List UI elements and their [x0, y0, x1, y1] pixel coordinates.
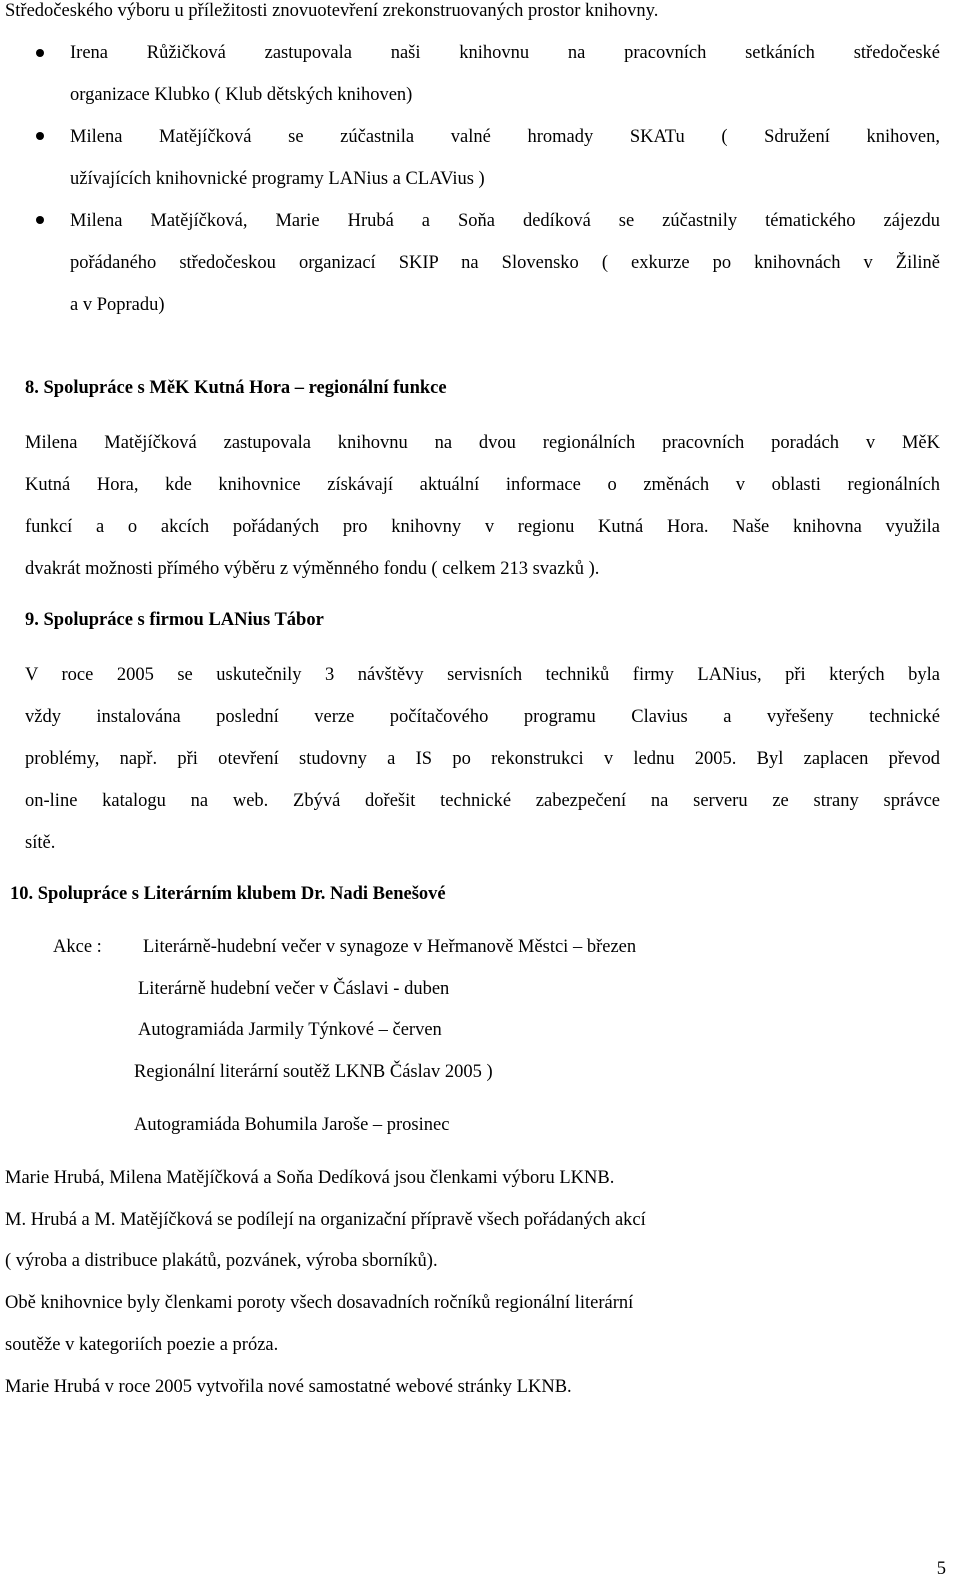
section-8-line-4: dvakrát možnosti přímého výběru z výměnného fondu ( celkem 213 svazků ). — [25, 559, 600, 579]
bullet-3-line-2: pořádaného středočeskou organizací SKIP na Slovensko ( exkurze po knihovnách v Žilině — [70, 253, 940, 273]
bullet-2-line-2: užívajících knihovnické programy LANius a CLAVius ) — [70, 169, 485, 189]
section-10-line-6: Marie Hrubá v roce 2005 vytvořila nové samostatné webové stránky LKNB. — [5, 1377, 572, 1397]
bullet-icon — [36, 216, 44, 224]
section-10-line-1: Marie Hrubá, Milena Matějíčková a Soňa Dedíková jsou členkami výboru LKNB. — [5, 1168, 615, 1188]
bullet-icon — [36, 49, 44, 57]
section-8-line-2: Kutná Hora, kde knihovnice získávají aktuální informace o změnách v oblasti regionálních — [25, 475, 940, 495]
bullet-2-line-1: Milena Matějíčková se zúčastnila valné hromady SKATu ( Sdružení knihoven, — [70, 127, 940, 147]
section-8-line-3: funkcí a o akcích pořádaných pro knihovny v regionu Kutná Hora. Naše knihovna využila — [25, 517, 940, 537]
intro-line: Středočeského výboru u příležitosti znovuotevření zrekonstruovaných prostor knihovny. — [5, 1, 659, 21]
page-number: 5 — [936, 1559, 946, 1579]
bullet-icon — [36, 132, 44, 140]
section-9-line-1: V roce 2005 se uskutečnily 3 návštěvy servisních techniků firmy LANius, při kterých byla — [25, 665, 940, 685]
section-9-line-5: sítě. — [25, 833, 56, 853]
section-8-heading: 8. Spolupráce s MěK Kutná Hora – regionální funkce — [25, 378, 447, 398]
akce-item: Regionální literární soutěž LKNB Čáslav 2005 ) — [134, 1062, 493, 1082]
section-8-line-1: Milena Matějíčková zastupovala knihovnu na dvou regionálních pracovních poradách v MěK — [25, 433, 940, 453]
section-9-line-3: problémy, např. při otevření studovny a IS po rekonstrukci v lednu 2005. Byl zaplacen převod — [25, 749, 940, 769]
bullet-1-line-2: organizace Klubko ( Klub dětských knihoven) — [70, 85, 413, 105]
bullet-3-line-1: Milena Matějíčková, Marie Hrubá a Soňa dedíková se zúčastnily tématického zájezdu — [70, 211, 940, 231]
akce-label: Akce : — [53, 937, 102, 957]
section-10-line-2: M. Hrubá a M. Matějíčková se podílejí na organizační přípravě všech pořádaných akcí — [5, 1210, 646, 1230]
section-10-line-4: Obě knihovnice byly členkami poroty všech dosavadních ročníků regionální literární — [5, 1293, 634, 1313]
bullet-3-line-3: a v Popradu) — [70, 295, 165, 315]
section-9-line-2: vždy instalována poslední verze počítačového programu Clavius a vyřešeny technické — [25, 707, 940, 727]
bullet-1-line-1: Irena Růžičková zastupovala naši knihovnu na pracovních setkáních středočeské — [70, 43, 940, 63]
akce-item: Autogramiáda Bohumila Jaroše – prosinec — [134, 1115, 450, 1135]
section-9-heading: 9. Spolupráce s firmou LANius Tábor — [25, 610, 324, 630]
akce-item: Literárně hudební večer v Čáslavi - duben — [138, 979, 450, 999]
section-10-line-5: soutěže v kategoriích poezie a próza. — [5, 1335, 279, 1355]
section-9-line-4: on-line katalogu na web. Zbývá dořešit technické zabezpečení na serveru ze strany správce — [25, 791, 940, 811]
akce-item: Autogramiáda Jarmily Týnkové – červen — [138, 1020, 442, 1040]
akce-item: Literárně-hudební večer v synagoze v Heřmanově Městci – březen — [143, 937, 637, 957]
section-10-heading: 10. Spolupráce s Literárním klubem Dr. Nadi Benešové — [10, 884, 446, 904]
section-10-line-3: ( výroba a distribuce plakátů, pozvánek, výroba sborníků). — [5, 1251, 438, 1271]
